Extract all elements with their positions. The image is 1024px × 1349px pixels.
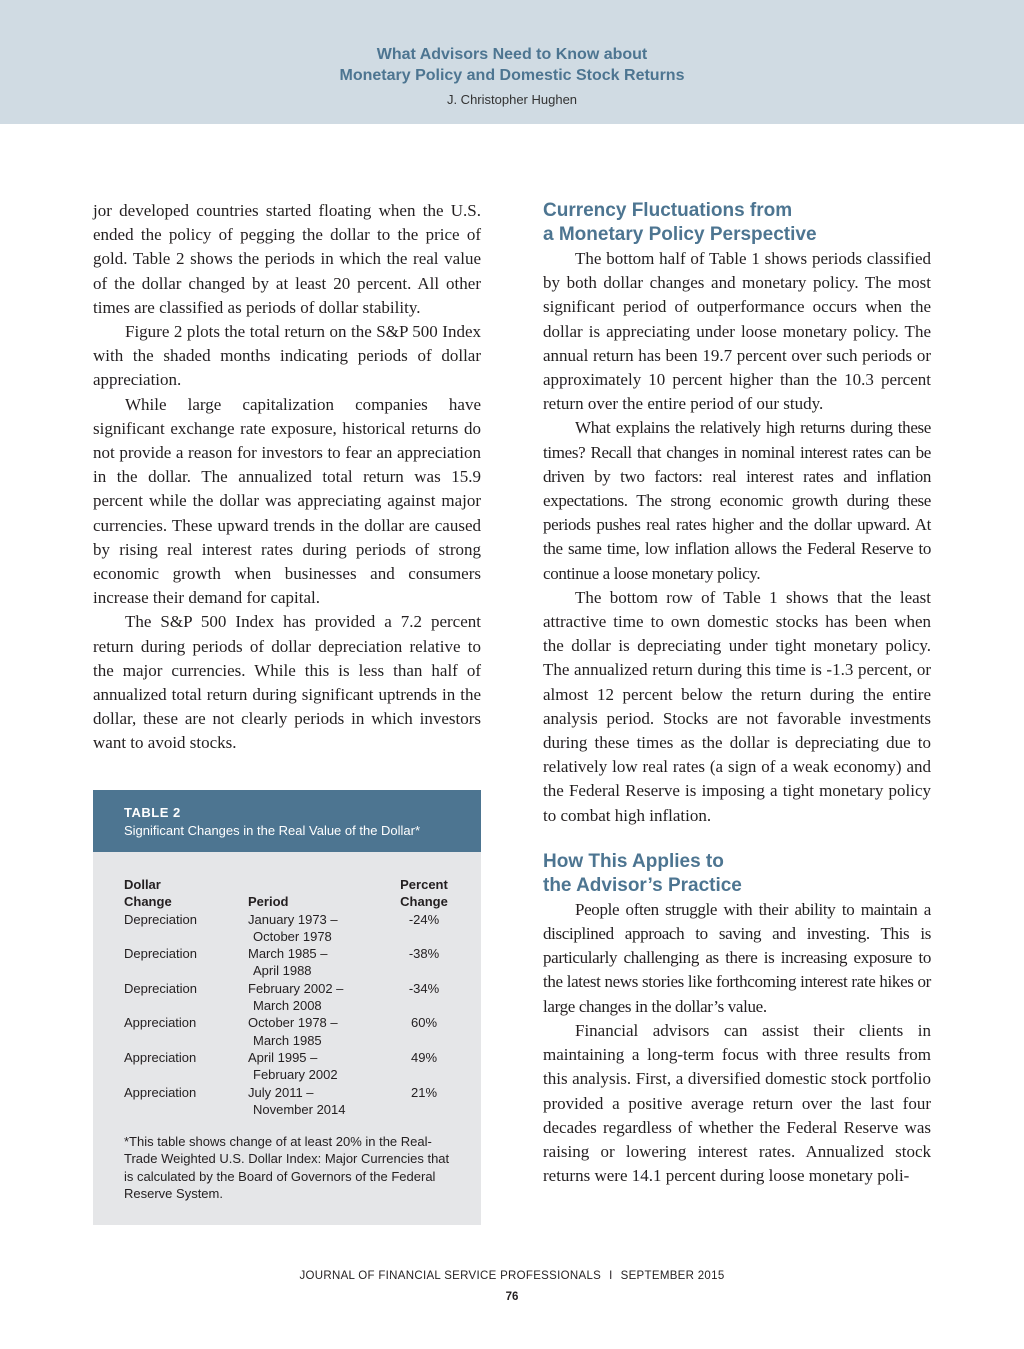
footer-separator: I: [609, 1270, 613, 1282]
table-row: [124, 1084, 454, 1101]
body-paragraph: The bottom row of Table 1 shows that the least attractive time to own domestic stocks has been when the dollar is depreciating under tight monetary policy. The annualized return during this time is -1.3 percent, or almost 12 percent below the return during the entire analysis period. Stocks are not favorable investments during these times as the dollar is depreciating due to relatively low real rates (a sign of a weak economy) and the Federal Reserve is imposing a tight monetary policy to combat high inflation.: [543, 587, 931, 825]
section-heading-line2: the Advisor’s Practice: [543, 874, 742, 896]
body-paragraph: Financial advisors can assist their clients in maintaining a long-term focus with three results from this analysis. First, a diversified domestic stock portfolio provided a positive average return over the last four decades regardless of whether the Federal Reserve was raising or lowering interest rates. Annualized stock returns were 14.1 percent during loose monetary poli-: [543, 1020, 931, 1186]
body-paragraph: People often struggle with their ability to maintain a disciplined approach to saving and investing. This is particularly challenging as there is increasing exposure to the latest news stories like forthcoming interest rate hikes or large changes in the dollar’s value.: [543, 899, 931, 1016]
table-footnote: *This table shows change of at least 20% in the Real-Trade Weighted U.S. Dollar Index: Major Currencies that is calculated by the Board of Governors of the Federal Reserve System.: [124, 1134, 450, 1201]
column-header-dollar-change-line1: Dollar: [124, 877, 161, 892]
cell-period-end: February 2002: [253, 1067, 338, 1083]
section-heading-line1: How This Applies to: [543, 850, 724, 872]
cell-dollar-change: Appreciation: [124, 1015, 197, 1031]
cell-dollar-change: Appreciation: [124, 1049, 197, 1065]
section-heading-advisors-practice: [543, 850, 931, 898]
article-author: J. Christopher Hughen: [446, 92, 578, 107]
table-row: [124, 945, 454, 962]
table-header-bar: [93, 790, 481, 852]
cell-dollar-change: Depreciation: [124, 946, 197, 962]
section-heading-line2: a Monetary Policy Perspective: [543, 224, 817, 245]
cell-period-end: March 2008: [253, 998, 322, 1014]
cell-period-end: March 1985: [253, 1032, 322, 1048]
table-row-continuation: [124, 1101, 454, 1118]
page-number: 76: [505, 1291, 519, 1303]
body-paragraph: The S&P 500 Index has provided a 7.2 percent return during periods of dollar depreciation relative to the major currencies. While this is less than half of annualized total return during significant uptrends in the dollar, these are not clearly periods in which investors want to avoid stocks.: [93, 612, 481, 753]
table-header-row: [124, 876, 454, 893]
cell-period-start: January 1973 –: [248, 911, 338, 927]
column-header-period: Period: [248, 894, 289, 910]
article-title-line1: What Advisors Need to Know about: [376, 46, 648, 63]
table-2: [93, 790, 481, 1225]
section-heading-currency-fluctuations: [543, 199, 931, 247]
page-footer: [0, 1270, 1024, 1282]
cell-percent-change: 49%: [410, 1049, 438, 1065]
body-paragraph: jor developed countries started floating when the U.S. ended the policy of pegging the dollar to the price of gold. Table 2 shows the periods in which the real value of the dollar changed by at least 20 percent. All other times are classified as periods of dollar stability.: [93, 201, 481, 317]
cell-period-start: October 1978 –: [248, 1015, 338, 1031]
column-header-percent-change-line1: Percent: [400, 877, 448, 892]
table-row: [124, 911, 454, 928]
table-caption: Significant Changes in the Real Value of the Dollar*: [124, 823, 421, 838]
table-row-continuation: [124, 1066, 454, 1083]
journal-name: JOURNAL OF FINANCIAL SERVICE PROFESSIONALS: [299, 1270, 602, 1282]
cell-percent-change: -24%: [408, 911, 440, 927]
issue-date: SEPTEMBER 2015: [620, 1270, 725, 1282]
cell-period-end: October 1978: [253, 928, 332, 944]
table-row-continuation: [124, 1032, 454, 1049]
cell-dollar-change: Depreciation: [124, 980, 197, 996]
body-paragraph: Figure 2 plots the total return on the S&P 500 Index with the shaded months indicating periods of dollar appreciation.: [93, 322, 481, 390]
article-header: [0, 0, 1024, 124]
table-row: [124, 980, 454, 997]
table-label: TABLE 2: [124, 805, 181, 820]
cell-period-end: April 1988: [253, 963, 312, 979]
body-paragraph: The bottom half of Table 1 shows periods classified by both dollar changes and monetary policy. The most significant period of outperformance occurs when the dollar is appreciating under loose monetary policy. The annual return has been 19.7 percent over such periods or approximately 10 percent higher than the 10.3 percent return over the entire period of our study.: [543, 249, 931, 414]
right-column: [543, 199, 931, 1188]
section-heading-line1: Currency Fluctuations from: [543, 200, 793, 221]
cell-period-start: April 1995 –: [248, 1049, 318, 1065]
table-row-continuation: [124, 962, 454, 979]
table-row-continuation: [124, 928, 454, 945]
table-row: [124, 1049, 454, 1066]
table-body: [124, 876, 454, 1118]
cell-percent-change: -38%: [408, 946, 440, 962]
column-header-dollar-change-line2: Change: [124, 894, 172, 910]
cell-dollar-change: Depreciation: [124, 911, 197, 927]
left-column: [93, 199, 481, 756]
cell-period-start: February 2002 –: [248, 980, 344, 996]
cell-period-end: November 2014: [253, 1101, 346, 1117]
cell-percent-change: 60%: [410, 1015, 438, 1031]
column-header-percent-change-line2: Change: [400, 894, 448, 910]
cell-period-start: July 2011 –: [248, 1084, 314, 1100]
article-title-line2: Monetary Policy and Domestic Stock Returns: [339, 67, 685, 84]
body-paragraph: While large capitalization companies have significant exchange rate exposure, historical returns do not provide a reason for investors to fear an appreciation in the dollar. The annualized total return was 15.9 percent while the dollar was appreciating against major currencies. These upward trends in the dollar are caused by rising real interest rates during periods of strong economic growth when businesses and consumers increase their demand for capital.: [93, 394, 481, 608]
cell-period-start: March 1985 –: [248, 946, 328, 962]
article-title: [0, 44, 1024, 86]
table-header-row: [124, 893, 454, 910]
cell-dollar-change: Appreciation: [124, 1084, 197, 1100]
table-row-continuation: [124, 997, 454, 1014]
body-paragraph: What explains the relatively high returns during these times? Recall that changes in nominal interest rates can be driven by two factors: real interest rates and inflation expectations. The strong economic growth during these periods pushes real rates higher and the dollar upward. At the same time, low inflation allows the Federal Reserve to continue a loose monetary policy.: [543, 418, 931, 583]
cell-percent-change: -34%: [408, 980, 440, 996]
table-row: [124, 1014, 454, 1031]
cell-percent-change: 21%: [410, 1084, 438, 1100]
